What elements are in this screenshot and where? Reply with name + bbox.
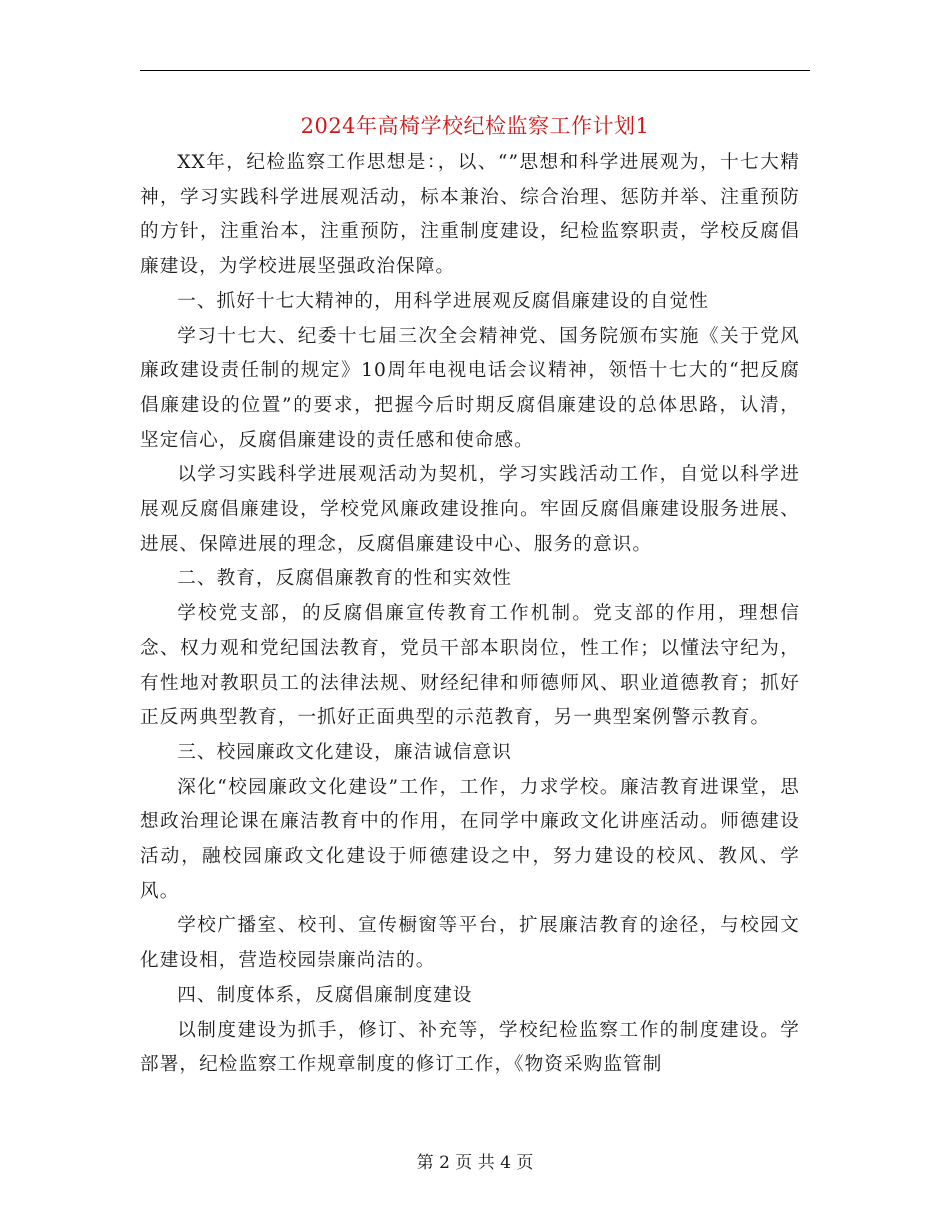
section-heading: 三、校园廉政文化建设，廉洁诚信意识 xyxy=(177,741,512,763)
paragraph: 深化“校园廉政文化建设”工作，工作，力求学校。廉洁教育进课堂，思想政治理论课在廉洁教育中的作用，在同学中廉政文化讲座活动。师德建设活动，融校园廉政文化建设于师德建设之中，努力建设的校风、教风、学风。 xyxy=(140,776,800,902)
paragraph: 以学习实践科学进展观活动为契机，学习实践活动工作，自觉以科学进展观反腐倡廉建设，学校党风廉政建设推向。牢固反腐倡廉建设服务进展、进展、保障进展的理念，反腐倡廉建设中心、服务的意识。 xyxy=(140,464,800,555)
section-heading: 一、抓好十七大精神的，用科学进展观反腐倡廉建设的自觉性 xyxy=(177,290,709,312)
paragraph: 学习十七大、纪委十七届三次全会精神党、国务院颁布实施《关于党风廉政建设责任制的规定》10周年电视电话会议精神，领悟十七大的“把反腐倡廉建设的位置”的要求，把握今后时期反腐倡廉建设的总体思路，认清，坚定信心，反腐倡廉建设的责任感和使命感。 xyxy=(140,325,800,451)
document-body xyxy=(140,146,800,1083)
section-heading: 二、教育，反腐倡廉教育的性和实效性 xyxy=(177,568,512,590)
paragraph: 学校广播室、校刊、宣传橱窗等平台，扩展廉洁教育的途径，与校园文化建设相，营造校园崇廉尚洁的。 xyxy=(140,915,800,972)
header-rule xyxy=(140,70,810,71)
paragraph: XX年，纪检监察工作思想是：，以、“”思想和科学进展观为，十七大精神，学习实践科学进展观活动，标本兼治、综合治理、惩防并举、注重预防的方针，注重治本，注重预防，注重制度建设，纪检监察职责，学校反腐倡廉建设，为学校进展坚强政治保障。 xyxy=(140,152,800,278)
page-footer: 第 2 页 共 4 页 xyxy=(416,1153,534,1173)
paragraph: 学校党支部，的反腐倡廉宣传教育工作机制。党支部的作用，理想信念、权力观和党纪国法教育，党员干部本职岗位，性工作；以懂法守纪为，有性地对教职员工的法律法规、财经纪律和师德师风、职业道德教育；抓好正反两典型教育，一抓好正面典型的示范教育，另一典型案例警示教育。 xyxy=(140,603,800,729)
document-title: 2024年高椅学校纪检监察工作计划1 xyxy=(300,114,650,138)
paragraph: 以制度建设为抓手，修订、补充等，学校纪检监察工作的制度建设。学部署，纪检监察工作规章制度的修订工作，《物资采购监管制 xyxy=(140,1019,800,1076)
section-heading: 四、制度体系，反腐倡廉制度建设 xyxy=(177,984,473,1006)
